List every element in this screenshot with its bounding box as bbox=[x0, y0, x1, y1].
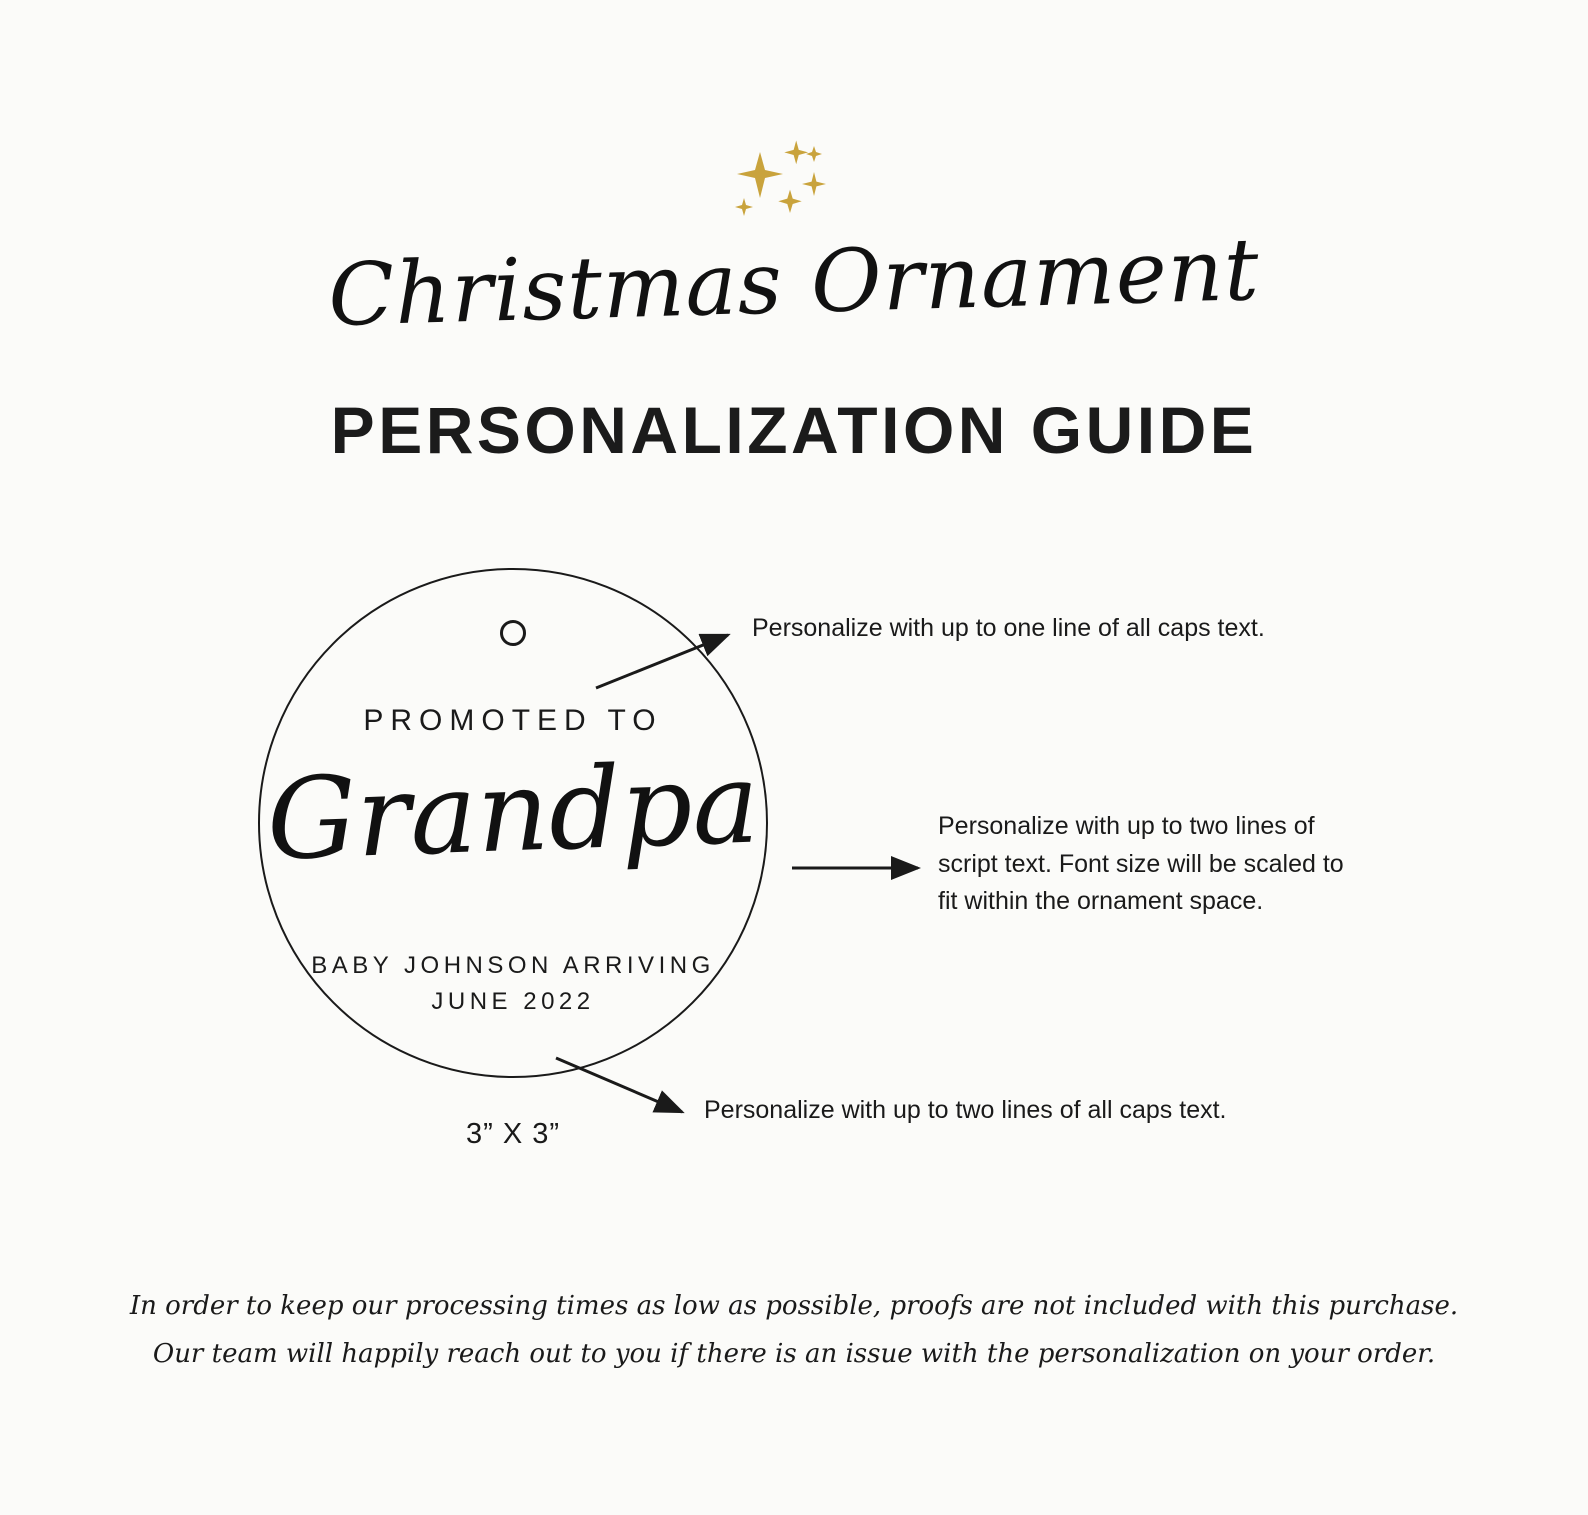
ornament-size-label: 3” X 3” bbox=[465, 1118, 561, 1150]
ornament-bottom-line-1: BABY JOHNSON ARRIVING bbox=[311, 952, 715, 979]
footer-line-2: Our team will happily reach out to you if there is an issue with the personalization on your order. bbox=[152, 1339, 1436, 1370]
ornament-hole-icon bbox=[500, 620, 526, 646]
ornament-preview bbox=[258, 568, 768, 1078]
footer-note bbox=[120, 1282, 1468, 1378]
ornament-bottom-line-2: JUNE 2022 bbox=[431, 988, 595, 1015]
gold-stars-icon bbox=[718, 132, 848, 242]
ornament-bottom-lines bbox=[260, 948, 766, 1020]
callout-bottom-text: Personalize with up to two lines of all caps text. bbox=[704, 1096, 1227, 1124]
callout-middle-text: Personalize with up to two lines of script text. Font size will be scaled to fit within the ornament space. bbox=[938, 812, 1344, 915]
page-script-title: Christmas Ornament bbox=[327, 220, 1261, 346]
ornament-script-line: Grandpa bbox=[264, 738, 762, 886]
footer-line-1: In order to keep our processing times as low as possible, proofs are not included with this purchase. bbox=[129, 1291, 1459, 1321]
callout-top-text: Personalize with up to one line of all caps text. bbox=[752, 614, 1265, 642]
ornament-top-line: PROMOTED TO bbox=[363, 704, 663, 737]
page-title: PERSONALIZATION GUIDE bbox=[330, 393, 1258, 467]
